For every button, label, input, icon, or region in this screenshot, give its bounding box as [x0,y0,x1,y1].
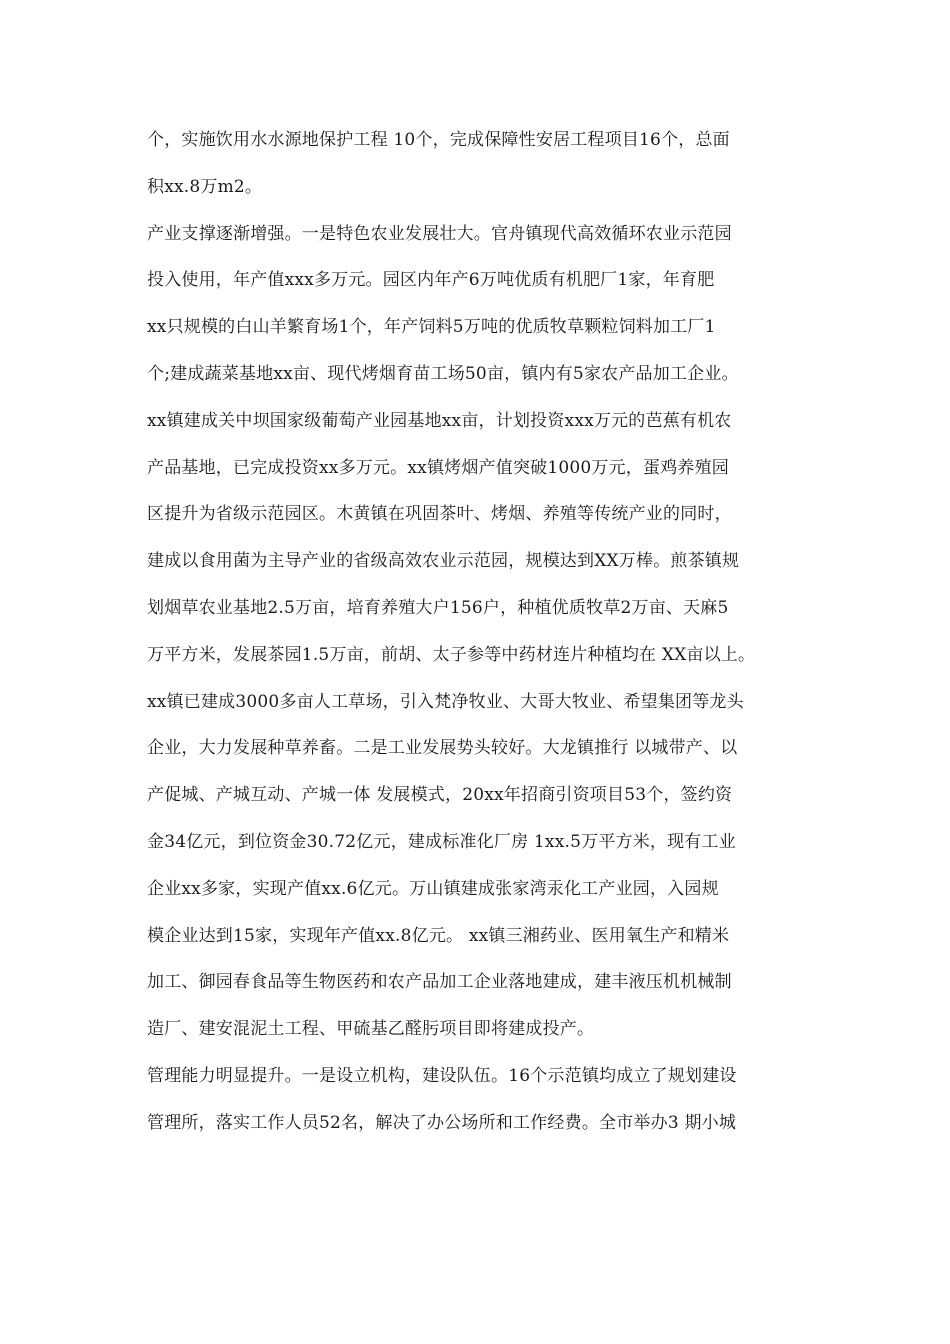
text-line: 产品基地，已完成投资xx多万元。xx镇烤烟产值突破1000万元，蛋鸡养殖园 [147,457,730,478]
text-line: 金34亿元，到位资金30.72亿元，建成标准化厂房 1xx.5万平方米，现有工业 [147,831,736,852]
text-line: xx镇建成关中坝国家级葡萄产业园基地xx亩，计划投资xxx万元的芭蕉有机农 [147,410,732,431]
text-line: 产促城、产城互动、产城一体 发展模式，20xx年招商引资项目53个，签约资 [147,785,733,806]
document-body [147,120,827,1150]
text-line: 区提升为省级示范园区。木黄镇在巩固茶叶、烤烟、养殖等传统产业的同时， [147,504,732,525]
text-line: 积xx.8万m2。 [147,176,263,197]
text-line: 划烟草农业基地2.5万亩，培育养殖大户156户，种植优质牧草2万亩、天麻5 [147,597,729,618]
text-line: 产业支撑逐渐增强。一是特色农业发展壮大。官舟镇现代高效循环农业示范园 [147,223,732,244]
text-line: xx镇已建成3000多亩人工草场，引入梵净牧业、大哥大牧业、希望集团等龙头 [147,691,744,712]
text-line: 加工、御园春食品等生物医药和农产品加工企业落地建成，建丰液压机机械制 [147,972,732,993]
text-line: 企业xx多家，实现产值xx.6亿元。万山镇建成张家湾汞化工产业园，入园规 [147,878,719,899]
text-line: 管理所，落实工作人员52名，解决了办公场所和工作经费。全市举办3 期小城 [147,1112,737,1133]
text-line: 造厂、建安混泥土工程、甲硫基乙醛肟项目即将建成投产。 [147,1019,595,1040]
text-line: 模企业达到15家，实现年产值xx.8亿元。 xx镇三湘药业、医用氧生产和精米 [147,925,730,946]
text-line: 个;建成蔬菜基地xx亩、现代烤烟育苗工场50亩，镇内有5家农产品加工企业。 [147,363,739,384]
text-line: 建成以食用菌为主导产业的省级高效农业示范园，规模达到XX万棒。煎茶镇规 [147,551,740,572]
text-line: 万平方米，发展茶园1.5万亩，前胡、太子参等中药材连片种植均在 XX亩以上。 [147,644,756,665]
text-line: 投入使用，年产值xxx多万元。园区内年产6万吨优质有机肥厂1家，年育肥 [147,270,715,291]
text-line: xx只规模的白山羊繁育场1个，年产饲料5万吨的优质牧草颗粒饲料加工厂1 [147,317,716,338]
text-line: 个，实施饮用水水源地保护工程 10个，完成保障性安居工程项目16个，总面 [147,130,730,150]
text-line: 企业，大力发展种草养畜。二是工业发展势头较好。大龙镇推行 以城带产、以 [147,738,738,759]
text-line: 管理能力明显提升。一是设立机构，建设队伍。16个示范镇均成立了规划建设 [147,1065,737,1086]
